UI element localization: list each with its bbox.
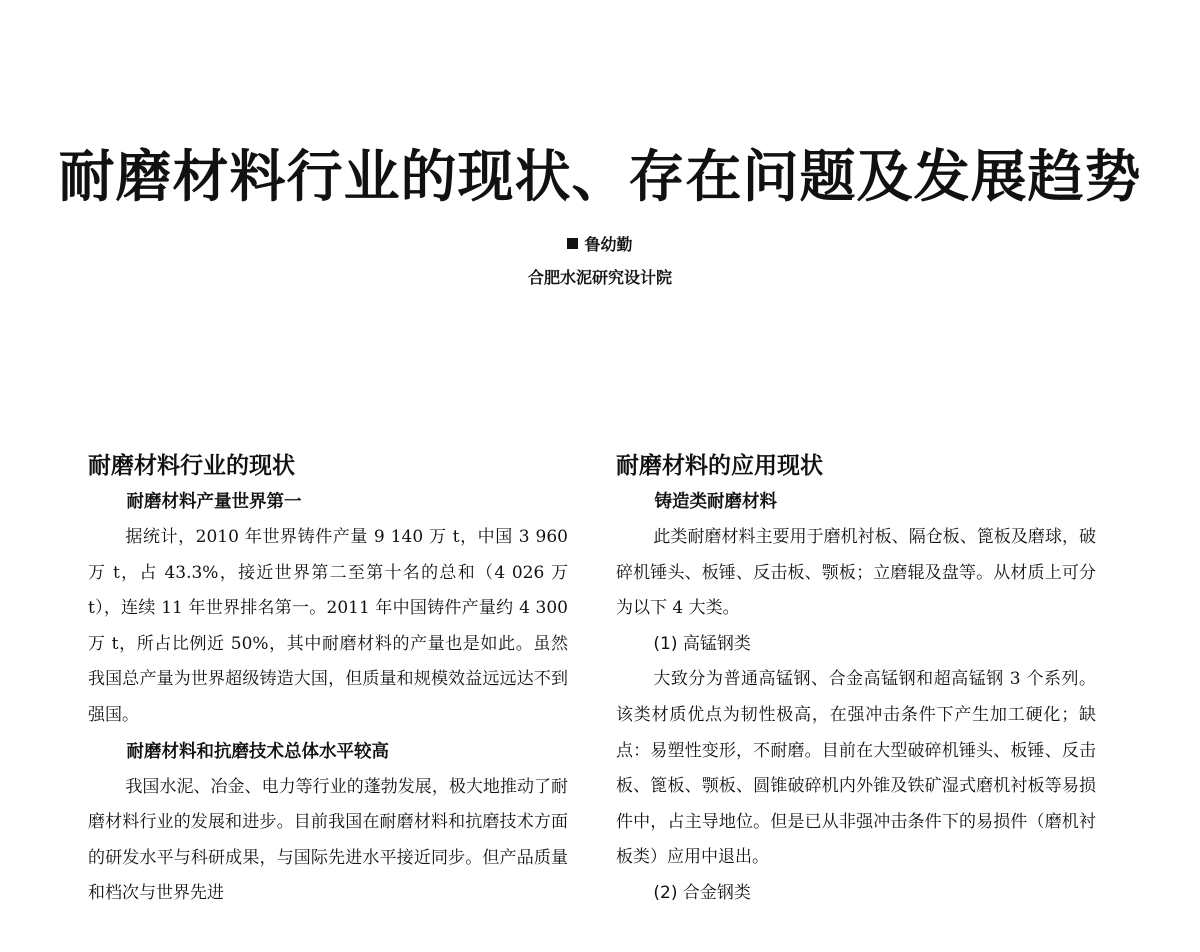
- section-heading-industry-status: 耐磨材料行业的现状: [88, 453, 295, 479]
- list-item-alloy-steel: (2) 合金钢类: [653, 882, 751, 903]
- subheading-output-world-first: 耐磨材料产量世界第一: [126, 492, 302, 512]
- paragraph-industry-development: 我国水泥、冶金、电力等行业的蓬勃发展，极大地推动了耐磨材料行业的发展和进步。目前我国在耐磨材料和抗磨技术方面的研发水平与科研成果，与国际先进水平接近同步。但产品质量和档次与世界先进: [88, 776, 568, 904]
- paragraph-high-manganese-steel: 大致分为普通高锰钢、合金高锰钢和超高锰钢 3 个系列。该类材质优点为韧性极高，在强冲击条件下产生加工硬化；缺点：易塑性变形，不耐磨。目前在大型破碎机锤头、板锤、反击板、篦板、颚板、圆锥破碎机内外锥及铁矿湿式磨机衬板等易损件中，占主导地位。但是已从非强冲击条件下的易损件（磨机衬板类）应用中退出。: [616, 669, 1096, 868]
- square-bullet-icon: [567, 238, 578, 249]
- left-column: [88, 448, 568, 912]
- paragraph-statistics: 据统计，2010 年世界铸件产量 9 140 万 t，中国 3 960 万 t，占 43.3%，接近世界第二至第十名的总和（4 026 万 t），连续 11 年世界排名第一。2011 年中国铸件产量约 4 300 万 t，所占比例近 50%，其中耐磨材料的产量也是如此。虽然我国总产量为世界超级铸造大国，但质量和规模效益远远达不到强国。: [88, 527, 568, 725]
- author-name: 鲁幼勤: [584, 235, 633, 254]
- right-column: [616, 448, 1096, 912]
- author-affiliation: 合肥水泥研究设计院: [527, 268, 672, 287]
- paragraph-cast-materials: 此类耐磨材料主要用于磨机衬板、隔仓板、篦板及磨球，破碎机锤头、板锤、反击板、颚板；立磨辊及盘等。从材质上可分为以下 4 大类。: [616, 527, 1096, 619]
- subheading-technology-level: 耐磨材料和抗磨技术总体水平较高: [126, 741, 389, 762]
- article-title: 耐磨材料行业的现状、存在问题及发展趋势: [58, 145, 1142, 210]
- subheading-cast-materials: 铸造类耐磨材料: [654, 492, 777, 512]
- list-item-high-manganese-steel: (1) 高锰钢类: [653, 633, 751, 654]
- author-line: [0, 233, 1200, 257]
- section-heading-application-status: 耐磨材料的应用现状: [616, 453, 823, 479]
